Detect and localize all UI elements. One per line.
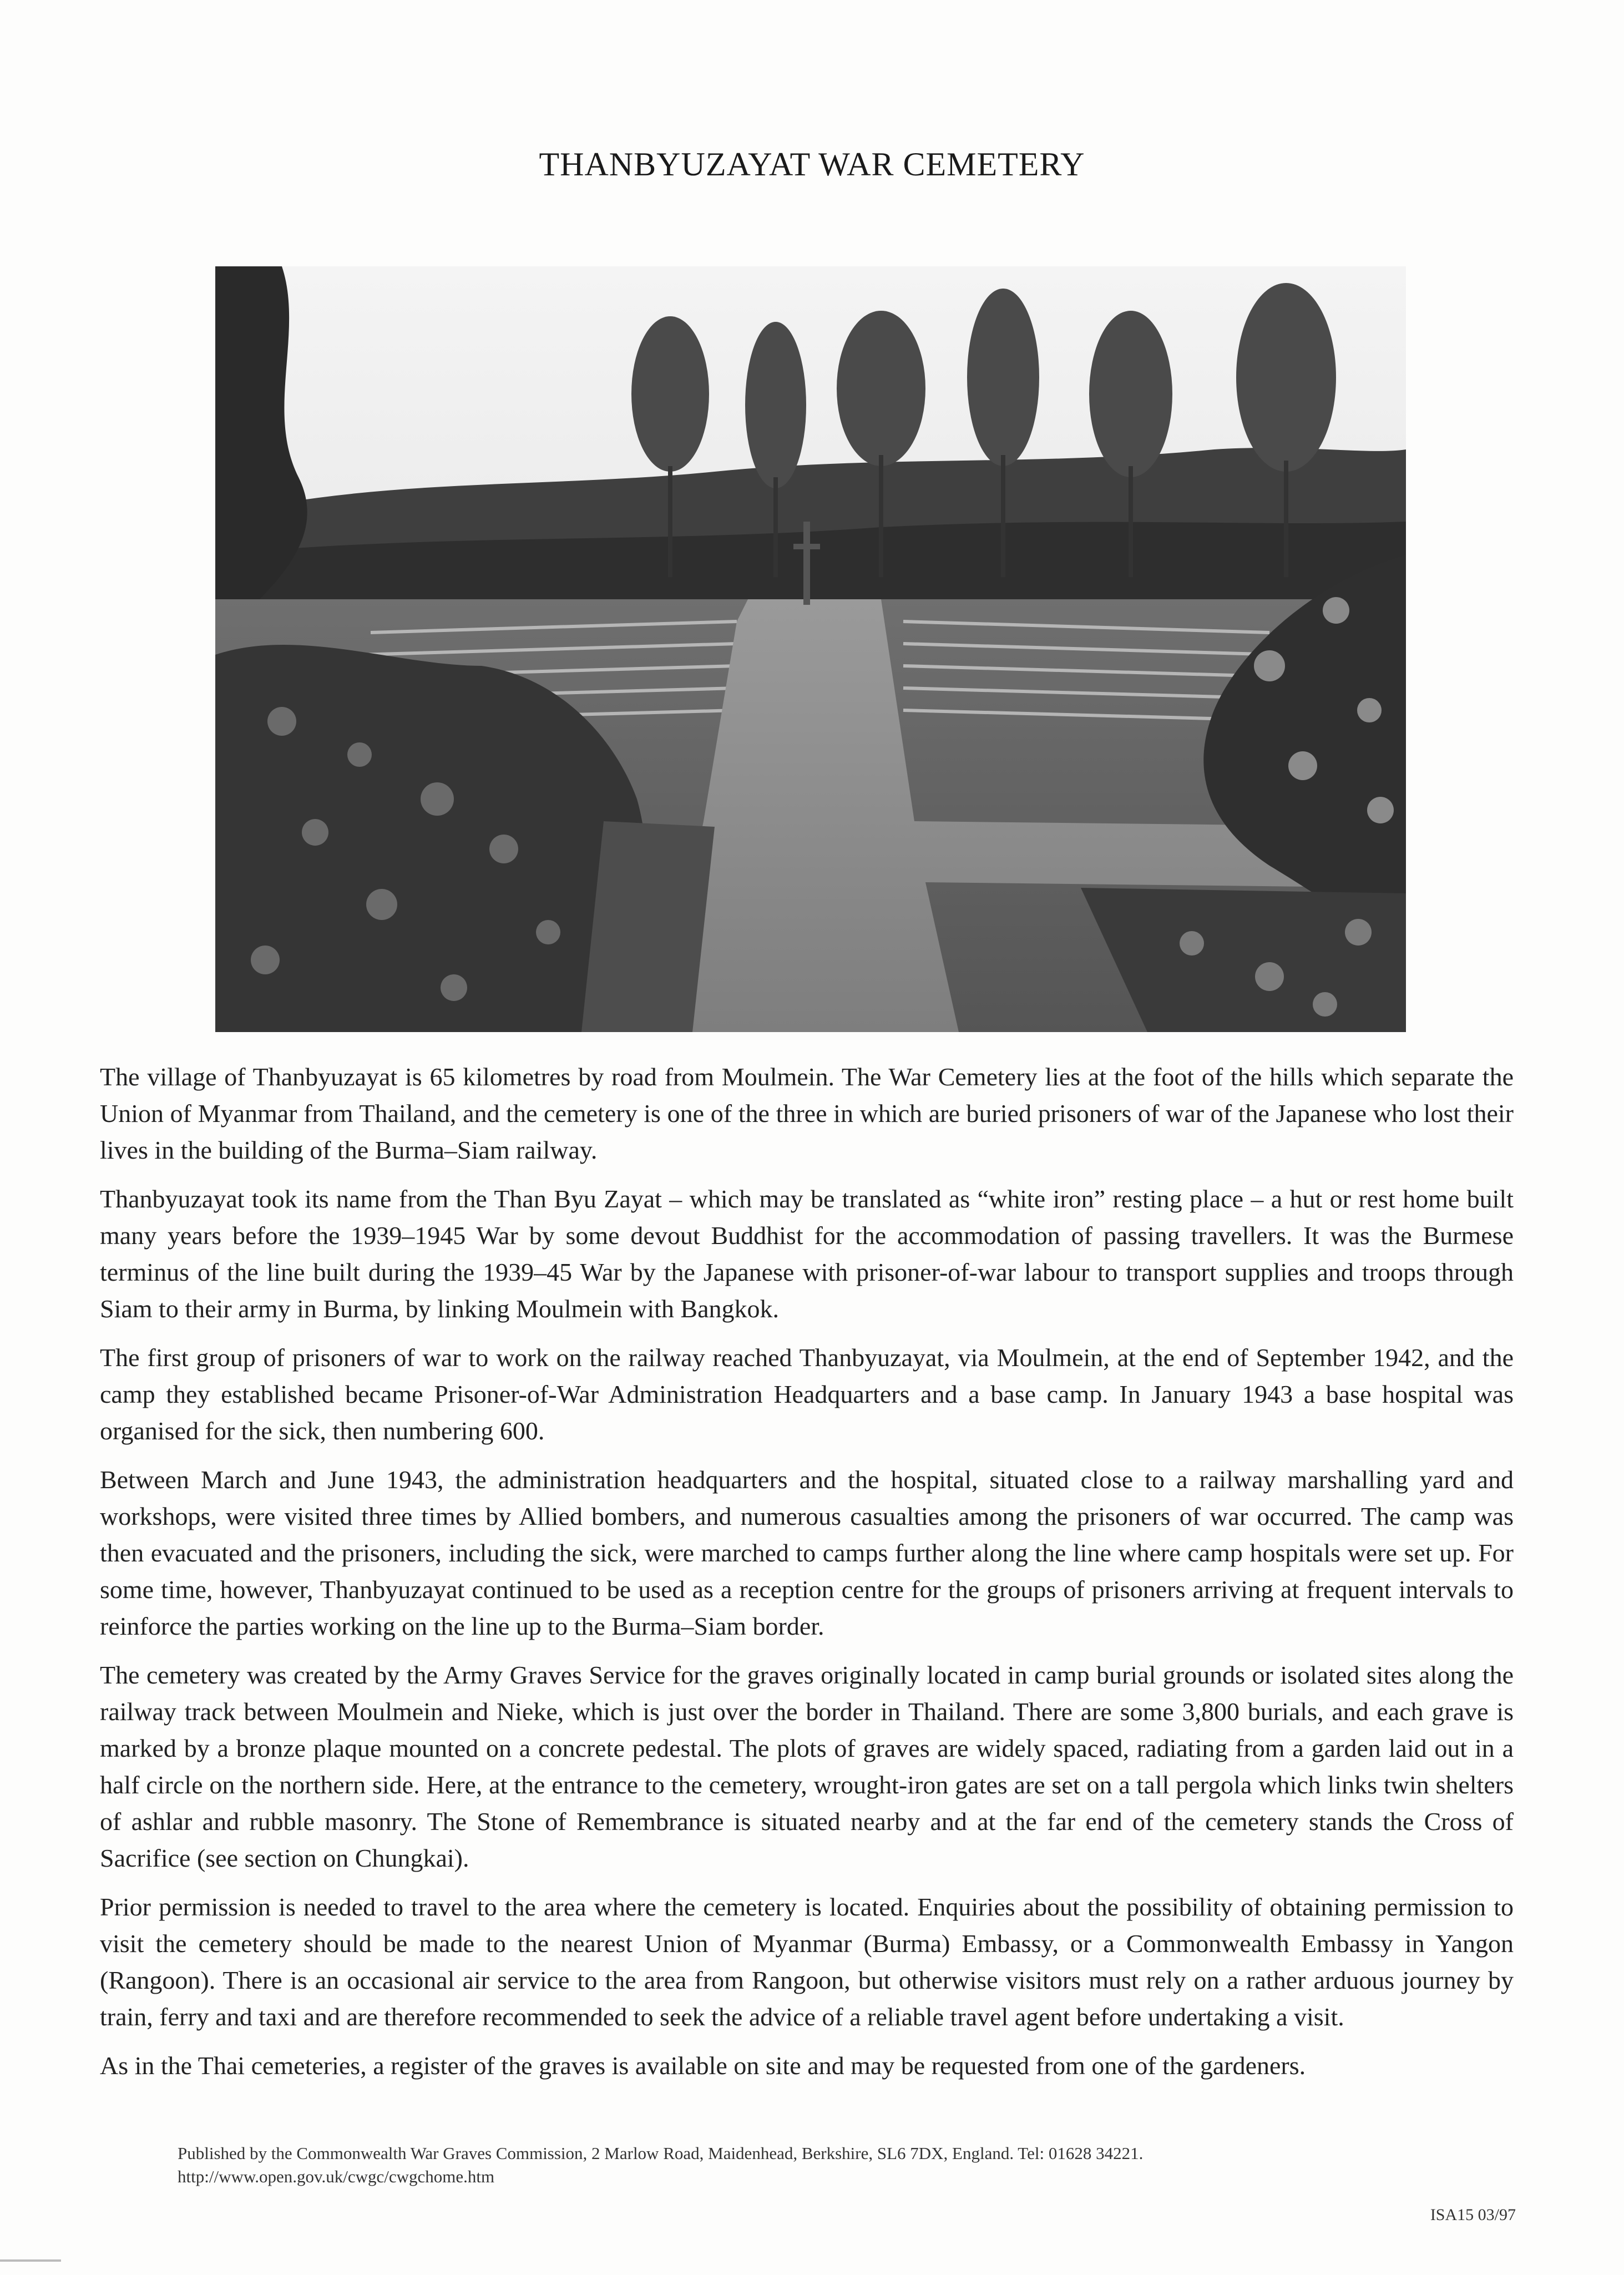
paragraph-6: Prior permission is needed to travel to the area where the cemetery is located. Enquiries about the possibility of obtaining permission to visit the cemetery should be made to the nearest Union of Myanmar (Burma) Embassy, or a Commonwealth Embassy in Yangon (Rangoon). There is an occasional air service to the area from Rangoon, but otherwise visitors must rely on a rather arduous journey by train, ferry and taxi and are therefore recommended to seek the advice of a reliable travel agent before undertaking a visit.: [100, 1893, 1514, 2031]
paragraph-7: As in the Thai cemeteries, a register of the graves is available on site and may be requested from one of the gardeners.: [100, 2051, 1306, 2080]
body-text: [100, 1059, 1514, 2096]
paragraph-4: Between March and June 1943, the administration headquarters and the hospital, situated close to a railway marshalling yard and workshops, were visited three times by Allied bombers, and numerous casualties among the prisoners of war occurred. The camp was then evacuated and the prisoners, including the sick, were marched to camps further along the line where camp hospitals were set up. For some time, however, Thanbyuzayat continued to be used as a reception centre for the groups of prisoners arriving at frequent intervals to reinforce the parties working on the line up to the Burma–Siam border.: [100, 1465, 1514, 1640]
page-title: THANBYUZAYAT WAR CEMETERY: [539, 146, 1085, 183]
cemetery-photo: [215, 266, 1406, 1032]
publisher-line: Published by the Commonwealth War Graves Commission, 2 Marlow Road, Maidenhead, Berkshire, SL6 7DX, England. Tel: 01628 34221.: [178, 2143, 1144, 2163]
paragraph-5: The cemetery was created by the Army Graves Service for the graves originally located in camp burial grounds or isolated sites along the railway track between Moulmein and Nieke, which is just over the border in Thailand. There are some 3,800 burials, and each grave is marked by a bronze plaque mounted on a concrete pedestal. The plots of graves are widely spaced, radiating from a garden laid out in a half circle on the northern side. Here, at the entrance to the cemetery, wrought-iron gates are set on a tall pergola which links twin shelters of ashlar and rubble masonry. The Stone of Remembrance is situated nearby and at the far end of the cemetery stands the Cross of Sacrifice (see section on Chungkai).: [100, 1661, 1514, 1872]
document-reference: ISA15 03/97: [1430, 2206, 1516, 2224]
publisher-footer: [178, 2142, 1509, 2188]
paragraph-2: Thanbyuzayat took its name from the Than Byu Zayat – which may be translated as “white iron” resting place – a hut or rest home built many years before the 1939–1945 War by some devout Buddhist for the accommodation of passing travellers. It was the Burmese terminus of the line built during the 1939–45 War by the Japanese with prisoner-of-war labour to transport supplies and troops through Siam to their army in Burma, by linking Moulmein with Bangkok.: [100, 1185, 1514, 1323]
edge-divider: [0, 2259, 61, 2262]
website-link[interactable]: http://www.open.gov.uk/cwgc/cwgchome.htm: [178, 2167, 495, 2186]
paragraph-3: The first group of prisoners of war to work on the railway reached Thanbyuzayat, via Moulmein, at the end of September 1942, and the camp they established became Prisoner-of-War Administration Headquarters and a base camp. In January 1943 a base hospital was organised for the sick, then numbering 600.: [100, 1343, 1514, 1445]
paragraph-1: The village of Thanbyuzayat is 65 kilometres by road from Moulmein. The War Cemetery lies at the foot of the hills which separate the Union of Myanmar from Thailand, and the cemetery is one of the three in which are buried prisoners of war of the Japanese who lost their lives in the building of the Burma–Siam railway.: [100, 1063, 1514, 1164]
